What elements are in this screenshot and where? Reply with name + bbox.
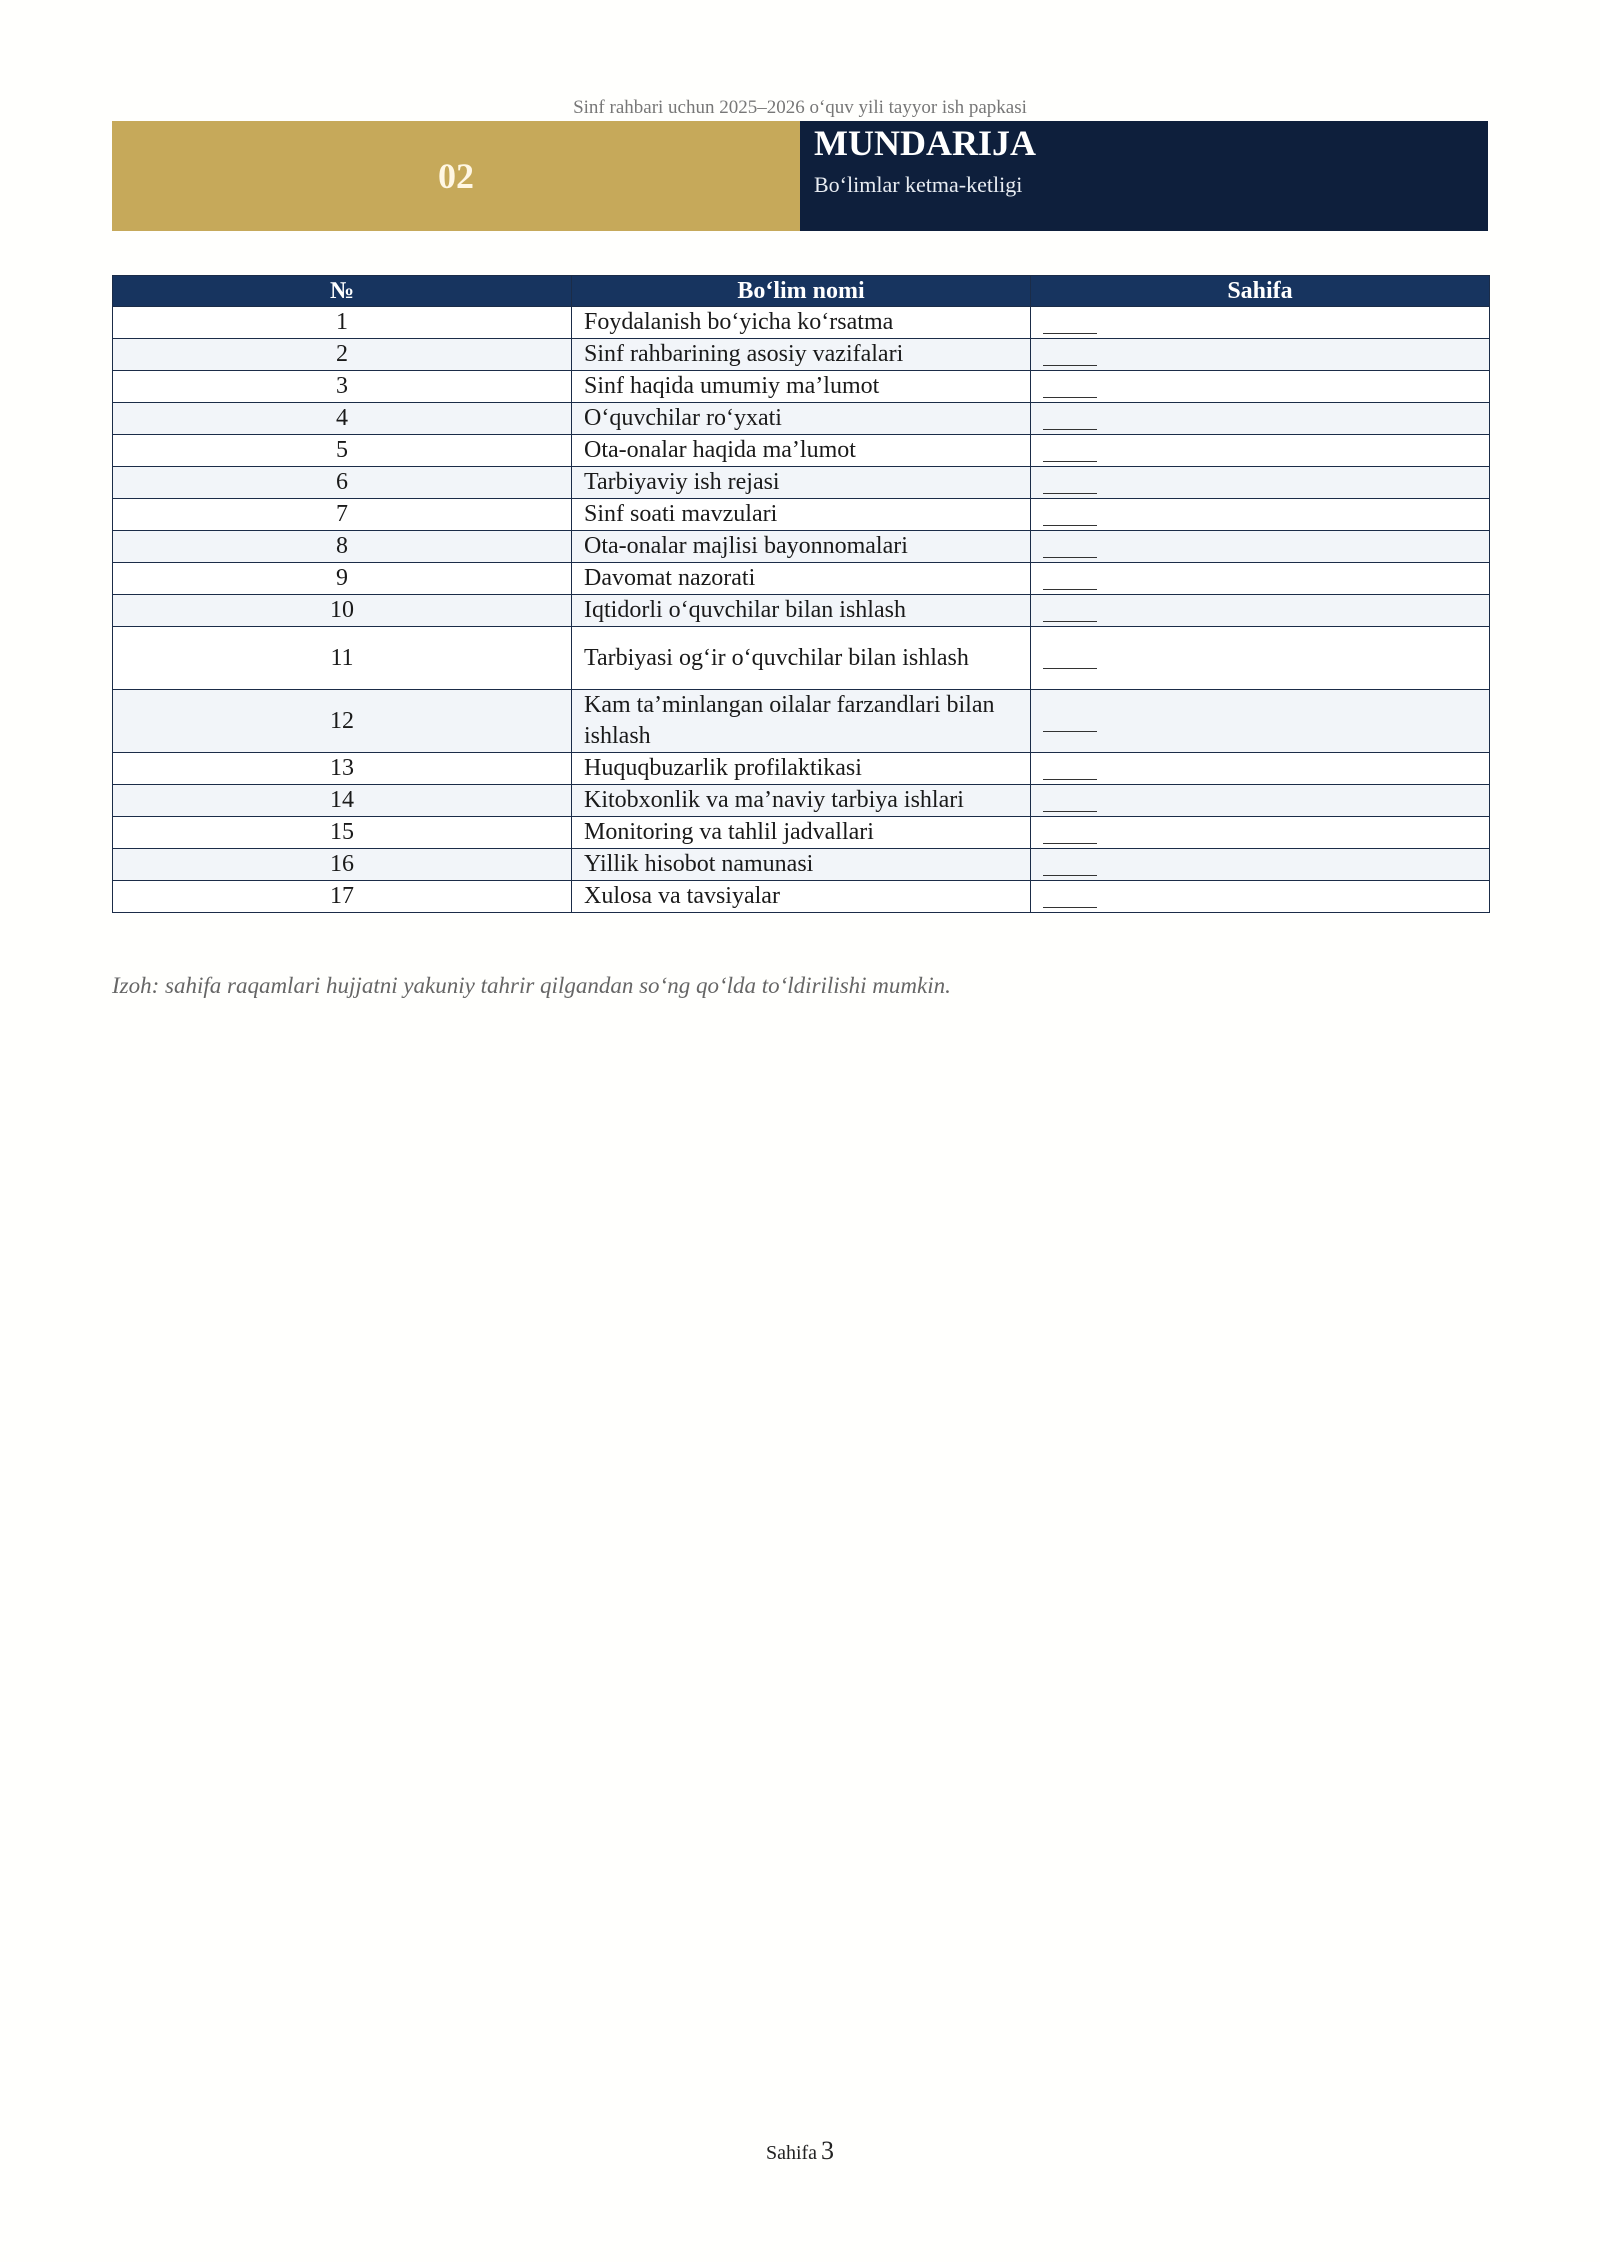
section-number-cell: 16 (113, 849, 572, 881)
section-number-cell: 7 (113, 499, 572, 531)
table-row (113, 435, 1490, 467)
page-number-cell (1031, 753, 1490, 785)
page-number-blank (1043, 569, 1097, 590)
page-number-blank (1043, 887, 1097, 908)
page-number-blank (1043, 473, 1097, 494)
table-row (113, 531, 1490, 563)
section-name-cell: Sinf rahbarining asosiy vazifalari (572, 339, 1031, 371)
section-number-cell: 3 (113, 371, 572, 403)
page-number-blank (1043, 377, 1097, 398)
page-number-cell (1031, 339, 1490, 371)
section-number-cell: 5 (113, 435, 572, 467)
table-row (113, 563, 1490, 595)
section-number-cell: 9 (113, 563, 572, 595)
table-row (113, 849, 1490, 881)
table-row (113, 371, 1490, 403)
table-header-row (113, 276, 1490, 307)
banner-number-block (112, 121, 800, 231)
page-number-cell (1031, 595, 1490, 627)
section-name-cell: Yillik hisobot namunasi (572, 849, 1031, 881)
table-row (113, 595, 1490, 627)
table-row (113, 307, 1490, 339)
column-header-number: № (113, 276, 572, 307)
page-number-cell (1031, 563, 1490, 595)
page-number-cell (1031, 531, 1490, 563)
page-number: 3 (821, 2136, 835, 2165)
page-number-cell (1031, 499, 1490, 531)
section-number-cell: 4 (113, 403, 572, 435)
table-row (113, 690, 1490, 753)
page-number-cell (1031, 849, 1490, 881)
table-row (113, 881, 1490, 913)
table-row (113, 339, 1490, 371)
page-number-cell (1031, 403, 1490, 435)
section-name-cell: Sinf haqida umumiy ma’lumot (572, 371, 1031, 403)
section-number-cell: 17 (113, 881, 572, 913)
page-number-cell (1031, 785, 1490, 817)
page-number-blank (1043, 441, 1097, 462)
table-row (113, 785, 1490, 817)
page-number-cell (1031, 881, 1490, 913)
section-name-cell: Davomat nazorati (572, 563, 1031, 595)
section-name-cell: Ota-onalar majlisi bayonnomalari (572, 531, 1031, 563)
page-number-blank (1043, 711, 1097, 732)
page-label: Sahifa (765, 2142, 818, 2164)
section-number-cell: 13 (113, 753, 572, 785)
section-number-cell: 15 (113, 817, 572, 849)
page-number-cell (1031, 371, 1490, 403)
section-name-cell: Ota-onalar haqida ma’lumot (572, 435, 1031, 467)
section-name-cell: Monitoring va tahlil jadvallari (572, 817, 1031, 849)
table-row (113, 499, 1490, 531)
page-number-blank (1043, 648, 1097, 669)
section-subtitle: Bo‘limlar ketma-ketligi (814, 172, 1023, 197)
table-row (113, 403, 1490, 435)
section-number-cell: 10 (113, 595, 572, 627)
section-number-cell: 2 (113, 339, 572, 371)
table-row (113, 817, 1490, 849)
table-row (113, 627, 1490, 690)
section-banner (112, 121, 1488, 231)
section-name-cell: Kam ta’minlangan oilalar farzandlari bilan ishlash (572, 690, 1031, 753)
section-number-cell: 1 (113, 307, 572, 339)
page-number-blank (1043, 313, 1097, 334)
section-name-cell: Sinf soati mavzulari (572, 499, 1031, 531)
page-number-cell (1031, 307, 1490, 339)
column-header-page: Sahifa (1031, 276, 1490, 307)
page-number-blank (1043, 759, 1097, 780)
table-row (113, 467, 1490, 499)
section-name-cell: Xulosa va tavsiyalar (572, 881, 1031, 913)
section-name-cell: O‘quvchilar ro‘yxati (572, 403, 1031, 435)
page-footer (0, 2136, 1600, 2170)
page-number-cell (1031, 817, 1490, 849)
section-number: 02 (438, 156, 474, 196)
page-number-cell (1031, 435, 1490, 467)
page-number-blank (1043, 855, 1097, 876)
page-number-cell (1031, 690, 1490, 753)
section-number-cell: 14 (113, 785, 572, 817)
page-number-blank (1043, 505, 1097, 526)
page-number-cell (1031, 627, 1490, 690)
page-number-blank (1043, 345, 1097, 366)
section-number-cell: 11 (113, 627, 572, 690)
section-name-cell: Huquqbuzarlik profilaktikasi (572, 753, 1031, 785)
table-row (113, 753, 1490, 785)
page-number-blank (1043, 601, 1097, 622)
section-number-cell: 6 (113, 467, 572, 499)
section-number-cell: 12 (113, 690, 572, 753)
banner-title-block (800, 121, 1488, 231)
section-name-cell: Tarbiyasi og‘ir o‘quvchilar bilan ishlash (572, 627, 1031, 690)
table-body (113, 307, 1490, 913)
section-number-cell: 8 (113, 531, 572, 563)
column-header-section-name: Bo‘lim nomi (572, 276, 1031, 307)
section-name-cell: Iqtidorli o‘quvchilar bilan ishlash (572, 595, 1031, 627)
footnote: Izoh: sahifa raqamlari hujjatni yakuniy tahrir qilgandan so‘ng qo‘lda to‘ldirilishi mumkin. (112, 973, 951, 998)
section-name-cell: Tarbiyaviy ish rejasi (572, 467, 1031, 499)
running-header: Sinf rahbari uchun 2025–2026 o‘quv yili tayyor ish papkasi (573, 97, 1027, 118)
contents-table (112, 275, 1490, 913)
section-name-cell: Foydalanish bo‘yicha ko‘rsatma (572, 307, 1031, 339)
section-title: MUNDARIJA (814, 123, 1036, 163)
page-number-blank (1043, 791, 1097, 812)
page-number-cell (1031, 467, 1490, 499)
page-number-blank (1043, 537, 1097, 558)
page-number-blank (1043, 823, 1097, 844)
page-number-blank (1043, 409, 1097, 430)
section-name-cell: Kitobxonlik va ma’naviy tarbiya ishlari (572, 785, 1031, 817)
